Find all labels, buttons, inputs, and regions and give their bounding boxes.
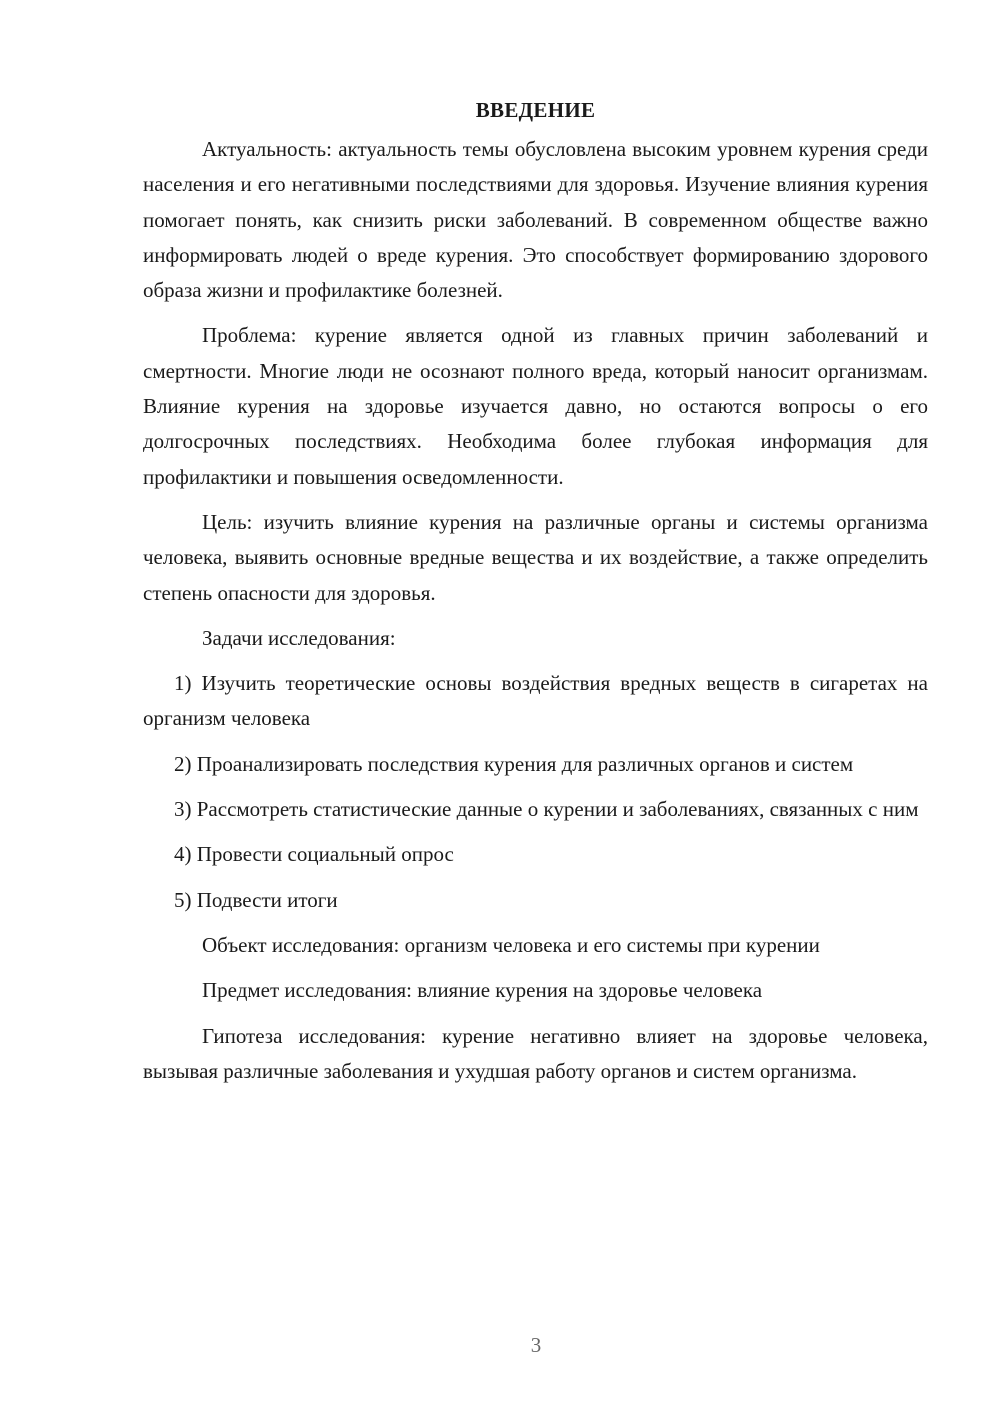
task-item: 4) Провести социальный опрос xyxy=(174,842,454,867)
page-number: 3 xyxy=(530,1333,542,1357)
paragraph-goal: Цель: изучить влияние курения на различные органы и системы организма человека, выявить основные вредные вещества и их воздействие, а также определить степень опасности для здоровья. xyxy=(143,509,928,605)
paragraph-tasks-heading: Задачи исследования: xyxy=(202,625,396,650)
task-item: 2) Проанализировать последствия курения для различных органов и систем xyxy=(174,751,854,776)
paragraph-hypothesis: Гипотеза исследования: курение негативно влияет на здоровье человека, вызывая различные заболевания и ухудшая работу органов и систем организма. xyxy=(143,1023,928,1083)
task-item: 1) Изучить теоретические основы воздействия вредных веществ в сигаретах на организм человека xyxy=(143,671,928,731)
task-item: 5) Подвести итоги xyxy=(174,887,338,912)
paragraph-relevance: Актуальность: актуальность темы обусловлена высоким уровнем курения среди населения и его негативными последствиями для здоровья. Изучение влияния курения помогает понять, как снизить риски заболеваний. В современном обществе важно информировать людей о вреде курения. Это способствует формированию здорового образа жизни и профилактике болезней. xyxy=(143,137,928,303)
section-title: ВВЕДЕНИЕ xyxy=(475,98,596,122)
paragraph-object: Объект исследования: организм человека и его системы при курении xyxy=(202,932,820,957)
paragraph-subject: Предмет исследования: влияние курения на здоровье человека xyxy=(202,978,763,1003)
document-body xyxy=(143,93,928,1099)
paragraph-problem: Проблема: курение является одной из главных причин заболеваний и смертности. Многие люди не осознают полного вреда, который наносит организмам. Влияние курения на здоровье изучается давно, но остаются вопросы о его долгосрочных последствиях. Необходима более глубокая информация для профилактики и повышения осведомленности. xyxy=(143,323,928,489)
task-item: 3) Рассмотреть статистические данные о курении и заболеваниях, связанных с ним xyxy=(174,797,919,822)
